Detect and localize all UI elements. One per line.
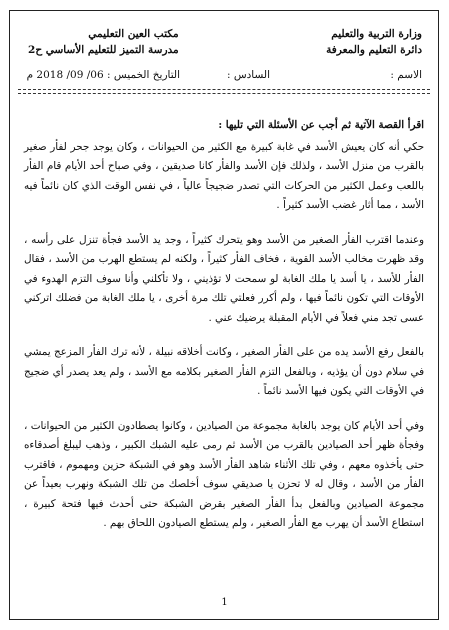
header-right-block [326,26,422,58]
header-divider-top [18,89,430,90]
header-left-block [28,26,179,58]
story-paragraph-1: حكي أنه كان يعيش الأسد في غابة كبيرة مع الكثير من الحيوانات ، وكان يوجد جحر لفأر صغير بالقرب من منزل الأسد ، ولذلك فإن الأسد والفأر كانا صديقين ، وفي صباح أحد الأيام قام الفأر باللعب وعمل الكثير من الحركات التي تصدر ضجيجاً عالياً ، في نفس الوقت الذي كان نائماً فيه الأسد ، مما أثار غضب الأسد كثيراً . [24,140,424,211]
student-info-row [18,69,430,85]
page-header [18,26,430,96]
page-number: 1 [221,597,228,608]
header-divider-bottom [18,93,430,94]
office-name: مكتب العين التعليمي [88,28,179,40]
ministry-name: وزارة التربية والتعليم [331,28,422,40]
name-label: الاسم : [390,69,422,81]
story-content [24,116,424,549]
instruction-text: اقرأ القصة الآتية ثم أجب عن الأسئلة التي تليها : [218,119,424,131]
story-paragraph-3: بالفعل رفع الأسد يده من على الفأر الصغير ، وكانت أخلاقه نبيلة ، لأنه ترك الفأر المزعج يمشي في سلام دون أن يؤذيه ، وبالفعل التزم الفأر الصغير بكلامه مع الأسد ، ولم يعد يصدر أي ضجيج في الأوقات التي يكون فيها الأسد نائماً . [24,346,424,397]
school-name: مدرسة التميز للتعليم الأساسي ح2 [28,44,179,56]
story-paragraph-2: وعندما اقترب الفأر الصغير من الأسد وهو يتحرك كثيراً ، وجد يد الأسد فجأة تنزل على رأسه ، وقد ظهرت مخالب الأسد القوية ، فخاف الفأر كثيراً ، ولكنه لم يستطع الهرب من الأسد ، فقال الفأر للأسد ، يا أسد يا ملك الغابة لو سمحت لا تؤذيني ، ولا تأكلني وأنا سوف التزم الهدوء في الأوقات التي تكون نائماً فيها ، ولم أكرر فعلتي تلك مرة أخرى ، يا ملك الغابة من فضلك اتركني عسى تجد مني فعلاً في الأيام المقبلة يرضيك عني . [24,233,424,324]
directorate-name: دائرة التعليم والمعرفة [326,44,422,56]
grade-label: السادس : [226,69,270,81]
story-paragraph-4: وفي أحد الأيام كان يوجد بالغابة مجموعة من الصيادين ، وكانوا يصطادون الكثير من الحيوانات ، وفجأة ظهر أحد الصيادين بالقرب من الأسد ثم رمى عليه الشبك الكبير ، وذهب ليبلغ أصدقاءه حتى يأخذوه معهم ، وفي تلك الأثناء شاهد الفأر الأسد وهو في الشبكة حزين ومهموم ، فاقترب الفأر من الأسد ، وقال له لا تحزن يا صديقي سوف أخلصك من تلك الشبكة ونهرب بعيداً عن مجموعة الصيادين وبالفعل بدأ الفأر الصغير بقرض الشبكة حتى أحدث فيها فتحة كبيرة ، استطاع الأسد أن يهرب مع الفأر الصغير ، ولم يستطع الصيادون اللحاق بهم . [24,419,424,529]
date-label: التاريخ الخميس : 06/ 09/ 2018 م [26,69,180,81]
